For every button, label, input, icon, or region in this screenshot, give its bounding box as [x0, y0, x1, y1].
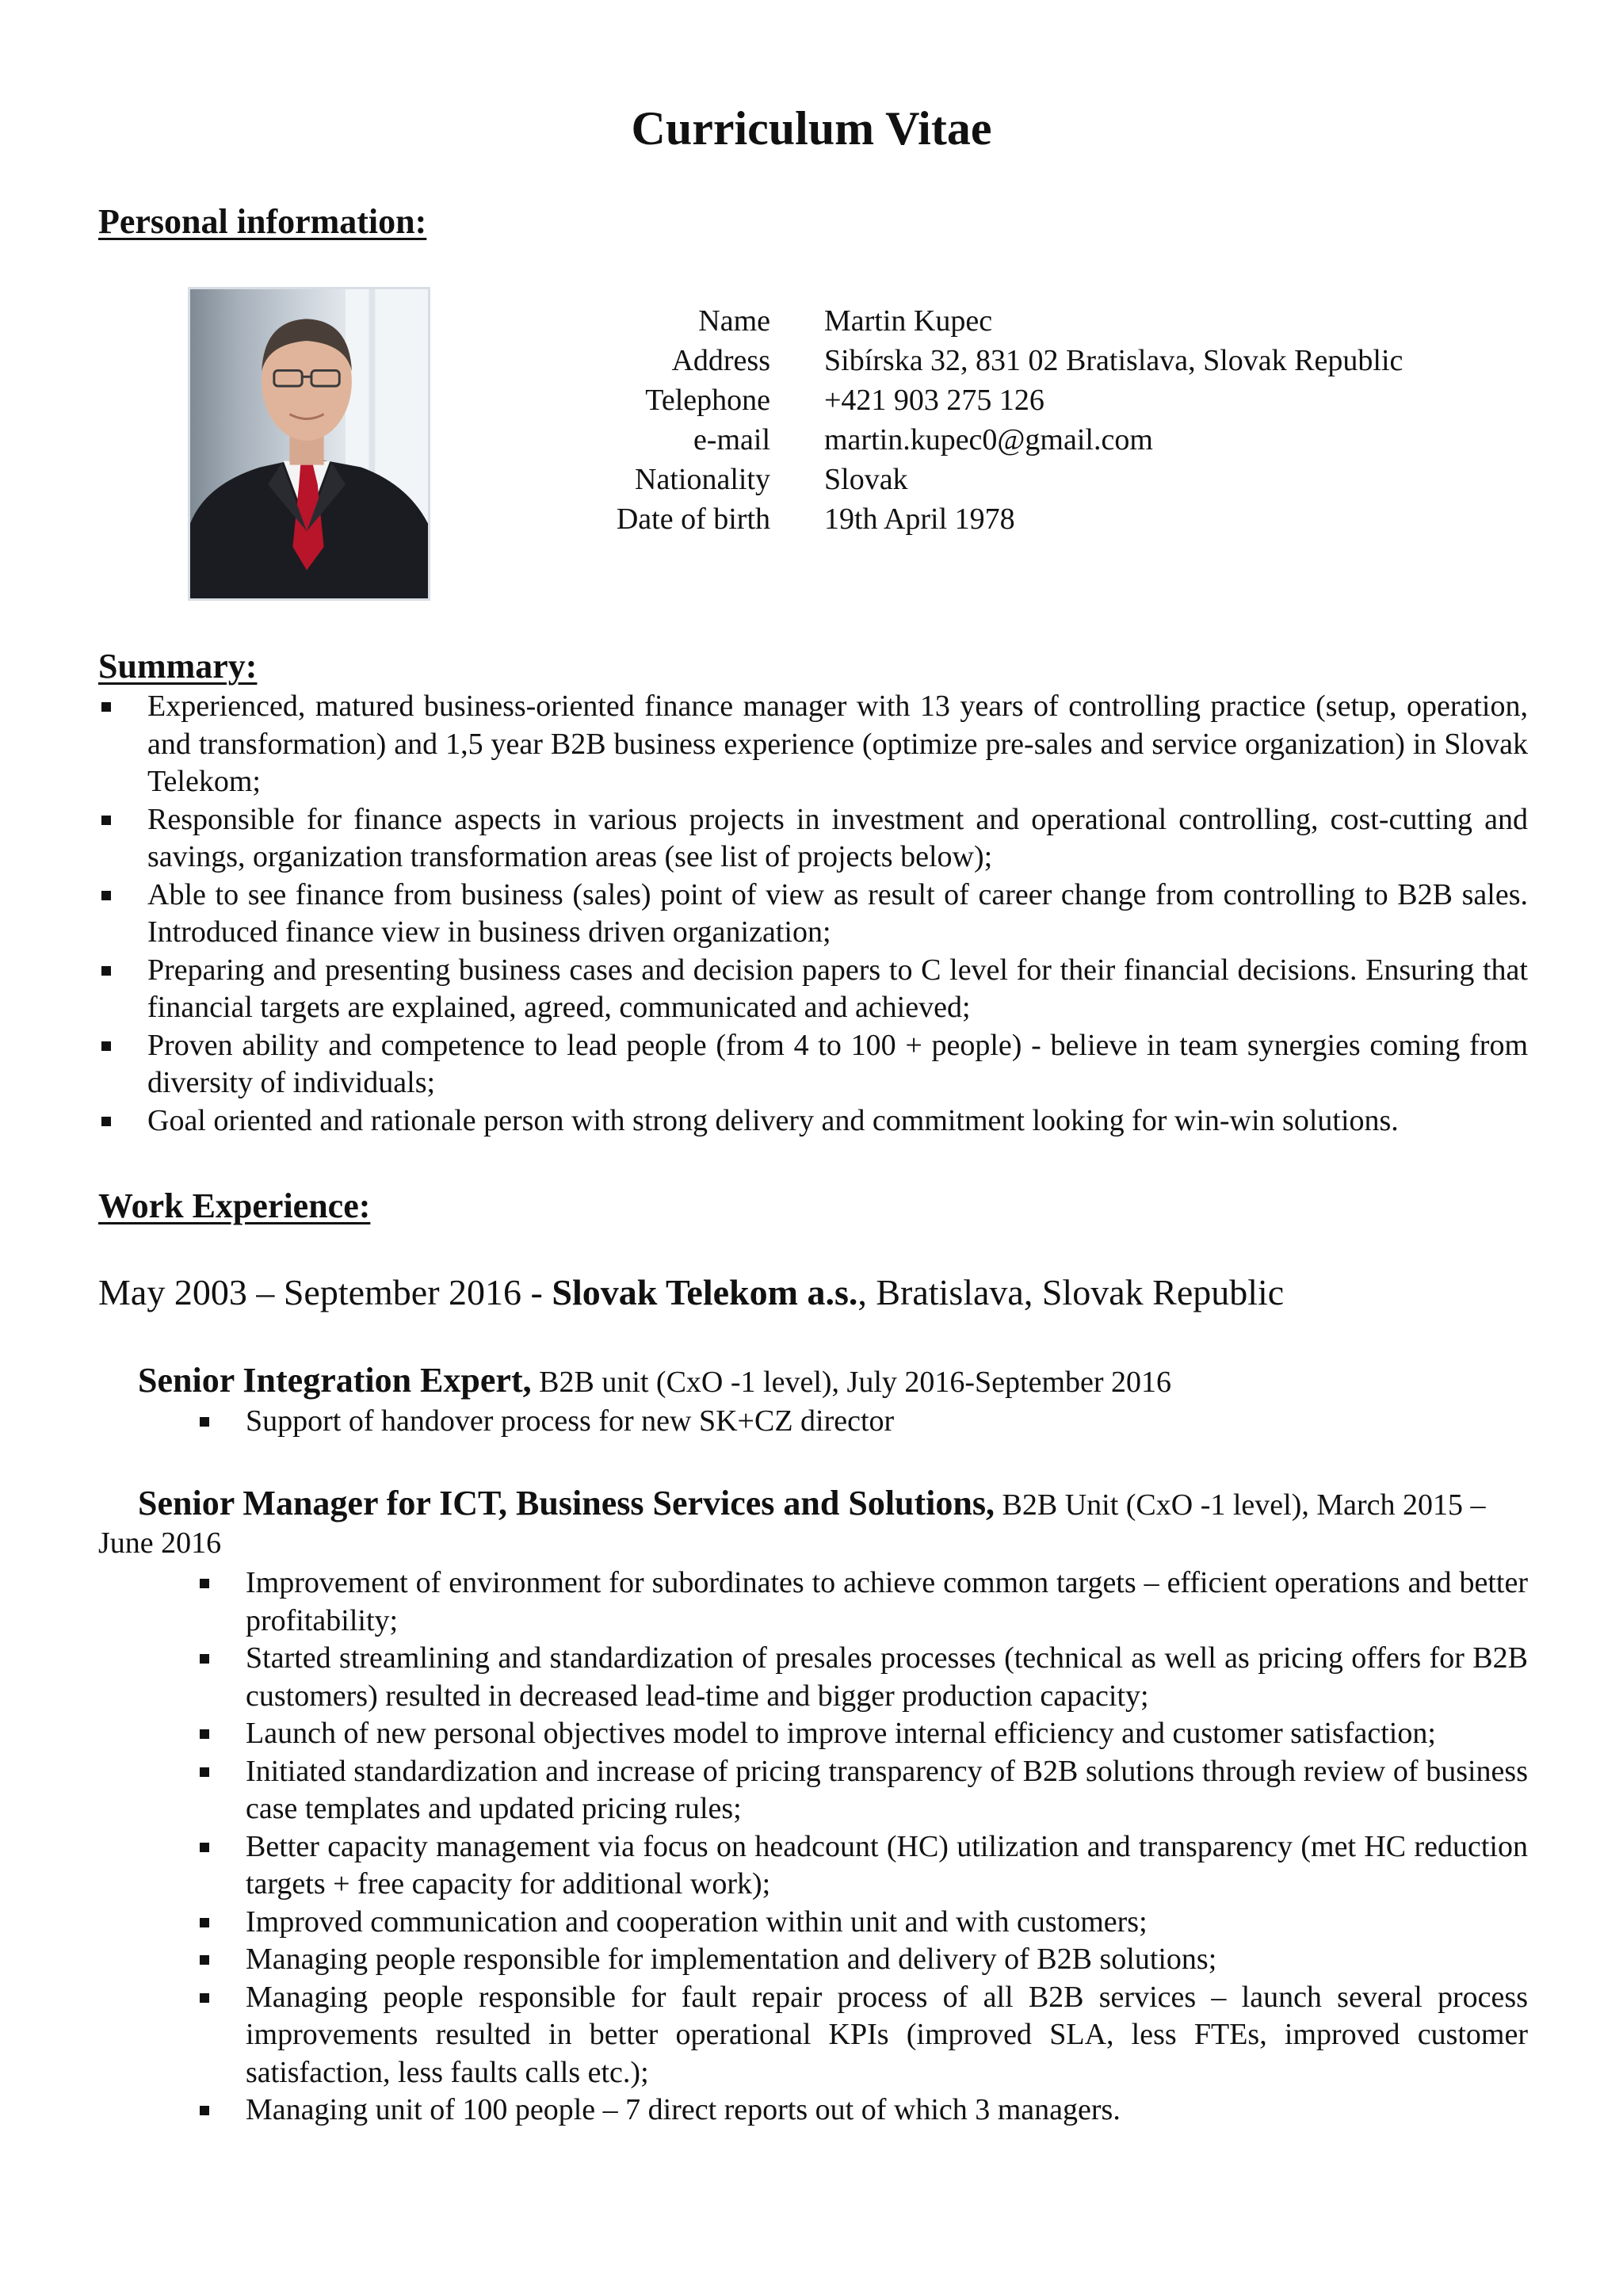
role-title: Senior Integration Expert, [138, 1361, 532, 1400]
list-item [197, 1715, 1528, 1753]
info-row-email [555, 420, 1585, 460]
role-heading [138, 1362, 1528, 1401]
telephone-value: +421 903 275 126 [824, 384, 1044, 417]
role-title: Senior Manager for ICT, Business Services and Solutions, [138, 1484, 995, 1522]
nationality-label: Nationality [635, 463, 770, 496]
list-item [197, 1941, 1528, 1979]
info-row-name [555, 301, 1585, 341]
square-bullet-icon [101, 702, 111, 712]
name-value: Martin Kupec [824, 304, 993, 338]
square-bullet-icon [200, 2106, 209, 2115]
square-bullet-icon [101, 1117, 111, 1126]
responsibility-text: Support of handover process for new SK+CZ director [246, 1404, 895, 1438]
summary-item-text: Experienced, matured business-oriented finance manager with 13 years of controlling practice (setup, operation, and transformation) and 1,5 year B2B business experience (optimize pre-sales and service organization) in Slovak Telekom; [147, 690, 1528, 798]
summary-item-text: Proven ability and competence to lead people (from 4 to 100 + people) - believe in team synergies coming from diversity of individuals; [147, 1028, 1528, 1099]
summary-heading: Summary: [98, 647, 258, 686]
role-details: B2B Unit (CxO -1 level), March 2015 – June 2016 [98, 1488, 1486, 1560]
date-of-birth-value: 19th April 1978 [824, 502, 1015, 536]
personal-information-heading: Personal information: [98, 202, 427, 241]
square-bullet-icon [101, 891, 111, 900]
email-label: e-mail [693, 423, 770, 457]
responsibility-text: Launch of new personal objectives model to improve internal efficiency and customer satisfaction; [246, 1717, 1436, 1750]
summary-item-text: Goal oriented and rationale person with strong delivery and commitment looking for win-win solutions. [147, 1103, 1399, 1137]
list-item [98, 877, 1528, 952]
info-row-nationality [555, 460, 1585, 499]
email-value: martin.kupec0@gmail.com [824, 423, 1153, 457]
summary-list [98, 688, 1528, 1140]
role-details: B2B unit (CxO -1 level), July 2016-September 2016 [531, 1366, 1172, 1399]
employer-line [98, 1270, 1564, 1315]
list-item [197, 1564, 1528, 1640]
list-item [197, 2092, 1528, 2130]
responsibility-text: Initiated standardization and increase of pricing transparency of B2B solutions through review of business case templates and updated pricing rules; [246, 1754, 1528, 1825]
square-bullet-icon [200, 1767, 209, 1777]
nationality-value: Slovak [824, 463, 908, 496]
address-value: Sibírska 32, 831 02 Bratislava, Slovak Republic [824, 344, 1403, 377]
square-bullet-icon [101, 966, 111, 976]
telephone-label: Telephone [645, 384, 770, 417]
work-experience-heading: Work Experience: [98, 1186, 371, 1225]
personal-info-table [555, 301, 1585, 539]
date-of-birth-label: Date of birth [616, 502, 770, 536]
square-bullet-icon [200, 1843, 209, 1852]
portrait-image [190, 289, 428, 598]
list-item [197, 1403, 1528, 1441]
responsibility-text: Better capacity management via focus on headcount (HC) utilization and transparency (met HC reduction targets + free capacity for additional work); [246, 1829, 1528, 1901]
info-row-date-of-birth [555, 499, 1585, 539]
list-item [98, 688, 1528, 801]
info-row-telephone [555, 380, 1585, 420]
square-bullet-icon [200, 1955, 209, 1965]
employment-period: May 2003 – September 2016 - [98, 1272, 552, 1312]
square-bullet-icon [200, 1579, 209, 1588]
square-bullet-icon [101, 1041, 111, 1051]
responsibility-text: Managing unit of 100 people – 7 direct reports out of which 3 managers. [246, 2093, 1121, 2126]
company-name: Slovak Telekom a.s. [552, 1272, 858, 1312]
list-item [197, 1828, 1528, 1904]
responsibility-text: Managing people responsible for fault repair process of all B2B services – launch several process improvements resulted in better operational KPIs (improved SLA, less FTEs, improved customer satisfaction, less faults calls etc.); [246, 1980, 1528, 2089]
role-responsibilities-list [197, 1564, 1528, 2130]
list-item [98, 801, 1528, 877]
responsibility-text: Managing people responsible for implementation and delivery of B2B solutions; [246, 1943, 1217, 1976]
role-responsibilities-list [197, 1403, 1528, 1441]
list-item [197, 1640, 1528, 1715]
role-heading [98, 1484, 1529, 1562]
summary-item-text: Able to see finance from business (sales) point of view as result of career change from controlling to B2B sales. Introduced finance view in business driven organization; [147, 877, 1528, 949]
responsibility-text: Started streamlining and standardization of presales processes (technical as well as pricing offers for B2B customers) resulted in decreased lead-time and bigger production capacity; [246, 1641, 1528, 1713]
square-bullet-icon [200, 1417, 209, 1427]
info-row-address [555, 341, 1585, 380]
square-bullet-icon [200, 1654, 209, 1664]
address-label: Address [671, 344, 770, 377]
list-item [197, 1753, 1528, 1828]
list-item [98, 952, 1528, 1027]
profile-photo [188, 287, 430, 601]
square-bullet-icon [101, 816, 111, 825]
document-title: Curriculum Vitae [631, 102, 992, 155]
company-location: , Bratislava, Slovak Republic [857, 1272, 1285, 1312]
summary-item-text: Responsible for finance aspects in various projects in investment and operational controlling, cost-cutting and savings, organization transformation areas (see list of projects below); [147, 802, 1528, 873]
responsibility-text: Improvement of environment for subordinates to achieve common targets – efficient operations and better profitability; [246, 1566, 1528, 1637]
square-bullet-icon [200, 1993, 209, 2003]
square-bullet-icon [200, 1918, 209, 1927]
summary-item-text: Preparing and presenting business cases and decision papers to C level for their financial decisions. Ensuring that financial targets are explained, agreed, communicated and achieved; [147, 953, 1528, 1024]
list-item [197, 1979, 1528, 2092]
name-label: Name [698, 304, 770, 338]
list-item [98, 1027, 1528, 1102]
responsibility-text: Improved communication and cooperation within unit and with customers; [246, 1904, 1148, 1939]
square-bullet-icon [200, 1729, 209, 1739]
list-item [197, 1904, 1528, 1942]
list-item [98, 1102, 1528, 1140]
